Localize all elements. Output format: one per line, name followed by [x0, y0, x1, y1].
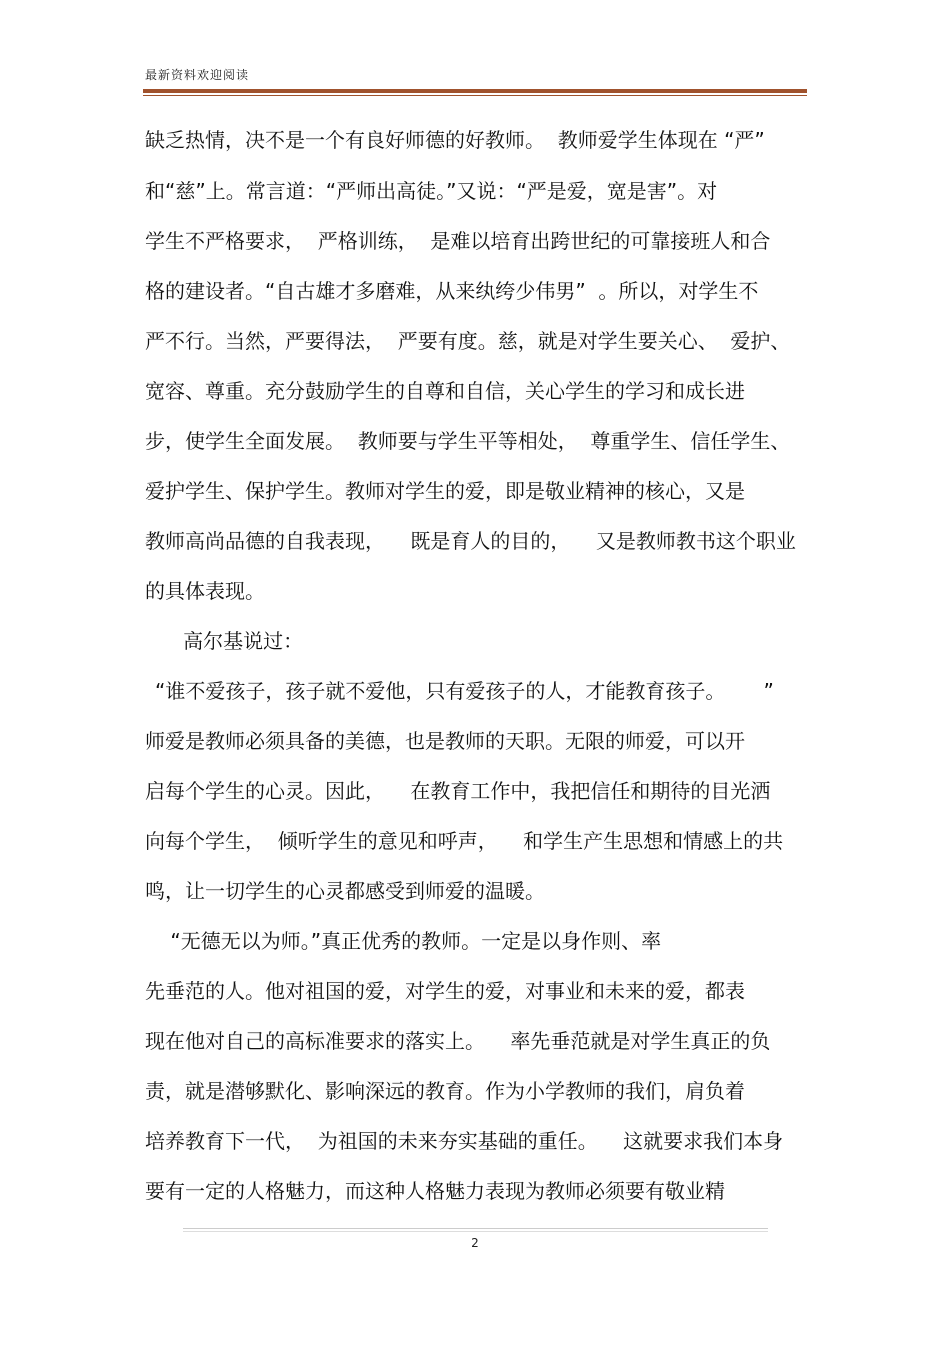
text-line: “谁不爱孩子，孩子就不爱他，只有爱孩子的人，才能教育孩子。 ” [155, 679, 774, 703]
text-line: 学生不严格要求， 严格训练， 是难以培育出跨世纪的可靠接班人和合 [145, 229, 771, 253]
text-line: 要有一定的人格魅力，而这种人格魅力表现为教师必须要有敬业精 [145, 1179, 725, 1203]
text-line: 高尔基说过： [145, 629, 304, 653]
text-line: 宽容、尊重。充分鼓励学生的自尊和自信，关心学生的学习和成长进 [145, 379, 745, 403]
header-text: 最新资料欢迎阅读 [145, 68, 250, 82]
text-line: 先垂范的人。他对祖国的爱，对学生的爱，对事业和未来的爱，都表 [145, 979, 745, 1003]
text-line: 教师高尚品德的自我表现， 既是育人的目的， 又是教师教书这个职业 [145, 529, 796, 553]
text-line: 鸣，让一切学生的心灵都感受到师爱的温暖。 [145, 879, 545, 903]
text-line: 和“慈”上。常言道：“严师出高徒。”又说：“严是爱，宽是害”。对 [145, 179, 718, 203]
footer-rule [183, 1228, 768, 1229]
text-line: 的具体表现。 [145, 579, 265, 603]
text-line: 责，就是潜够默化、影响深远的教育。作为小学教师的我们，肩负着 [145, 1079, 745, 1103]
text-line: 启每个学生的心灵。因此， 在教育工作中，我把信任和期待的目光洒 [145, 779, 771, 803]
footer-rule-secondary [183, 1231, 768, 1232]
text-line: 格的建设者。“自古雄才多磨难，从来纨绔少伟男” 。所以，对学生不 [145, 279, 759, 303]
header-rule-thin [143, 95, 807, 96]
text-line: 缺乏热情，决不是一个有良好师德的好教师。 教师爱学生体现在 “严” [145, 128, 765, 152]
text-line: 师爱是教师必须具备的美德，也是教师的天职。无限的师爱，可以开 [145, 729, 745, 753]
text-line: 培养教育下一代， 为祖国的未来夯实基础的重任。 这就要求我们本身 [145, 1129, 784, 1153]
text-line: 现在他对自己的高标准要求的落实上。 率先垂范就是对学生真正的负 [145, 1029, 771, 1053]
text-line: 步，使学生全面发展。 教师要与学生平等相处， 尊重学生、信任学生、 [145, 429, 791, 453]
header-rule [143, 89, 807, 93]
text-line: 爱护学生、保护学生。教师对学生的爱，即是敬业精神的核心，又是 [145, 479, 745, 503]
page-number: 2 [471, 1236, 479, 1250]
text-line: “无德无以为师。”真正优秀的教师。一定是以身作则、率 [145, 929, 662, 953]
text-line: 严不行。当然，严要得法， 严要有度。慈，就是对学生要关心、 爱护、 [145, 329, 791, 353]
text-line: 向每个学生， 倾听学生的意见和呼声， 和学生产生思想和情感上的共 [145, 829, 784, 853]
